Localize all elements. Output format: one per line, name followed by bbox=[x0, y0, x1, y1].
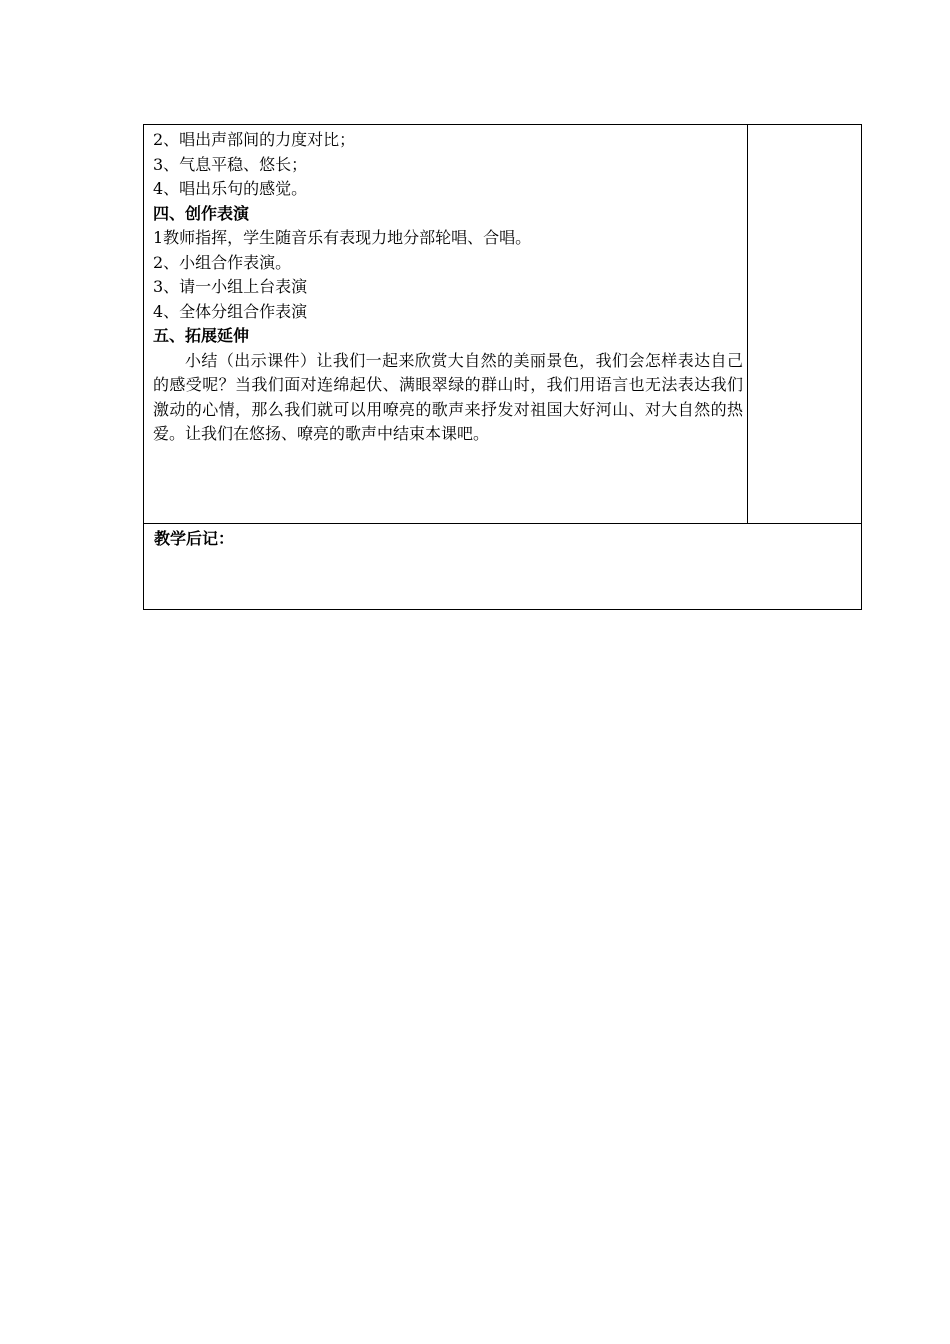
section-heading-extension: 五、拓展延伸 bbox=[153, 326, 250, 345]
step-item: 3、请一小组上台表演 bbox=[153, 277, 308, 296]
step-item: 3、气息平稳、悠长； bbox=[153, 154, 308, 174]
lesson-plan-table bbox=[143, 124, 862, 610]
side-notes-cell bbox=[748, 125, 861, 524]
lesson-content-cell bbox=[144, 125, 748, 524]
lesson-content bbox=[153, 128, 745, 447]
step-item: 2、小组合作表演。 bbox=[153, 252, 292, 272]
teaching-notes-cell bbox=[144, 524, 861, 609]
summary-paragraph: 小结（出示课件）让我们一起来欣赏大自然的美丽景色，我们会怎样表达自己的感受呢？当我们面对连绵起伏、满眼翠绿的群山时，我们用语言也无法表达我们激动的心情，那么我们就可以用嘹亮的歌声来抒发对祖国大好河山、对大自然的热爱。让我们在悠扬、嘹亮的歌声中结束本课吧。 bbox=[153, 350, 743, 443]
step-item: 2、唱出声部间的力度对比； bbox=[153, 130, 356, 149]
teaching-notes-label: 教学后记： bbox=[154, 529, 235, 548]
step-item: 1教师指挥，学生随音乐有表现力地分部轮唱、合唱。 bbox=[153, 228, 532, 247]
step-item: 4、唱出乐句的感觉。 bbox=[153, 179, 308, 198]
section-heading-create-perform: 四、创作表演 bbox=[153, 203, 250, 223]
step-item: 4、全体分组合作表演 bbox=[153, 301, 308, 321]
